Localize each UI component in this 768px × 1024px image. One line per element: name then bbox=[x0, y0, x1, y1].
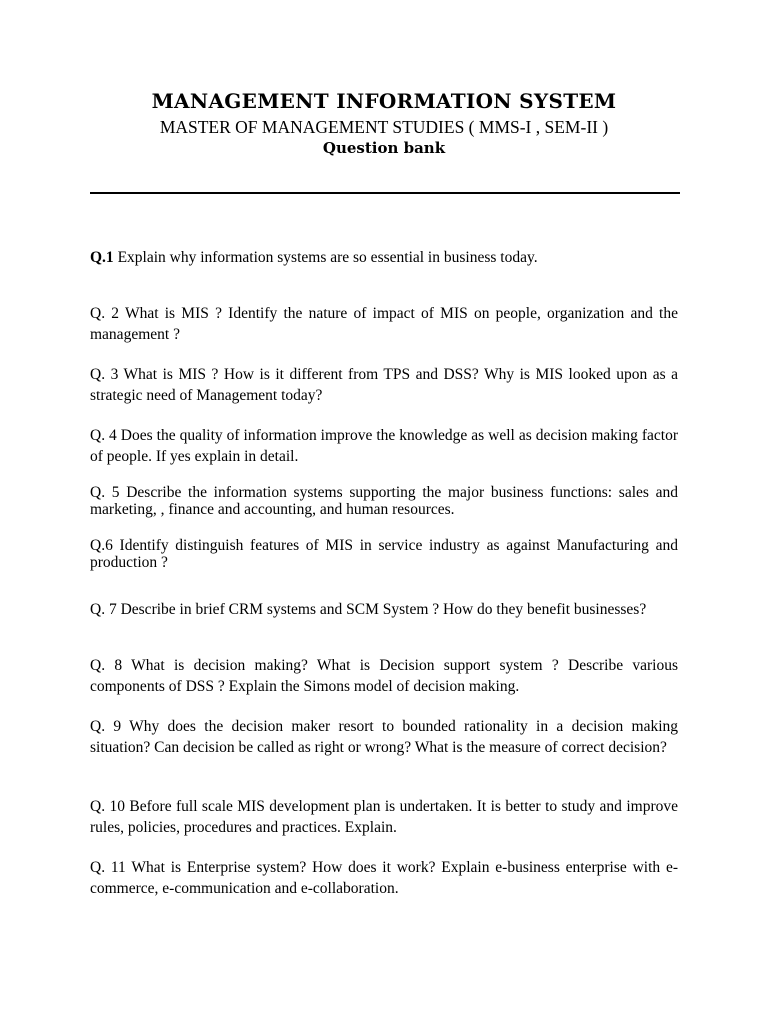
question-text: Explain why information systems are so essential in business today. bbox=[113, 249, 538, 266]
document-subsubtitle: Question bank bbox=[322, 139, 446, 157]
question-3 bbox=[90, 365, 678, 406]
question-9 bbox=[90, 717, 678, 758]
question-text: Identify distinguish features of MIS in service industry as against Manufacturing and production ? bbox=[90, 537, 678, 571]
document-subtitle: MASTER OF MANAGEMENT STUDIES ( MMS-I , SEM-II ) bbox=[159, 117, 609, 137]
question-number: Q. 11 bbox=[90, 859, 126, 876]
question-10 bbox=[90, 797, 678, 838]
question-number: Q. 7 bbox=[90, 601, 117, 618]
question-number: Q.1 bbox=[90, 249, 114, 266]
question-number: Q. 8 bbox=[90, 657, 123, 674]
question-number: Q. 4 bbox=[90, 427, 117, 444]
question-4 bbox=[90, 426, 678, 467]
question-1 bbox=[90, 248, 678, 269]
question-number: Q. 9 bbox=[90, 718, 122, 735]
question-text: What is MIS ? How is it different from TPS and DSS? Why is MIS looked upon as a strategic need of Management today? bbox=[90, 366, 678, 404]
question-text: Before full scale MIS development plan is undertaken. It is better to study and improve rules, policies, procedures and practices. Explain. bbox=[90, 798, 678, 836]
question-text: Describe in brief CRM systems and SCM System ? How do they benefit businesses? bbox=[116, 601, 647, 618]
question-number: Q. 2 bbox=[90, 305, 120, 322]
question-7 bbox=[90, 601, 678, 618]
question-number: Q. 3 bbox=[90, 366, 119, 383]
horizontal-rule bbox=[90, 192, 680, 194]
question-number: Q. 10 bbox=[90, 798, 125, 815]
question-text: Why does the decision maker resort to bounded rationality in a decision making situation? Can decision be called as right or wrong? What is the measure of correct decision? bbox=[90, 718, 679, 756]
question-2 bbox=[90, 304, 678, 345]
question-text: What is decision making? What is Decision support system ? Describe various components of DSS ? Explain the Simons model of decision making. bbox=[90, 657, 678, 695]
question-text: What is Enterprise system? How does it work? Explain e-business enterprise with e-commerce, e-communication and e-collaboration. bbox=[90, 859, 679, 897]
question-text: What is MIS ? Identify the nature of impact of MIS on people, organization and the management ? bbox=[90, 305, 678, 343]
question-number: Q. 5 bbox=[90, 484, 120, 501]
question-11 bbox=[90, 858, 678, 899]
question-5 bbox=[90, 484, 678, 518]
document-title: MANAGEMENT INFORMATION SYSTEM bbox=[151, 89, 617, 113]
question-number: Q.6 bbox=[90, 537, 113, 554]
question-text: Does the quality of information improve the knowledge as well as decision making factor of people. If yes explain in detail. bbox=[90, 427, 678, 465]
question-6 bbox=[90, 537, 678, 571]
question-text: Describe the information systems supporting the major business functions: sales and marketing, , finance and accounting, and human resources. bbox=[90, 484, 678, 518]
question-8 bbox=[90, 656, 678, 697]
